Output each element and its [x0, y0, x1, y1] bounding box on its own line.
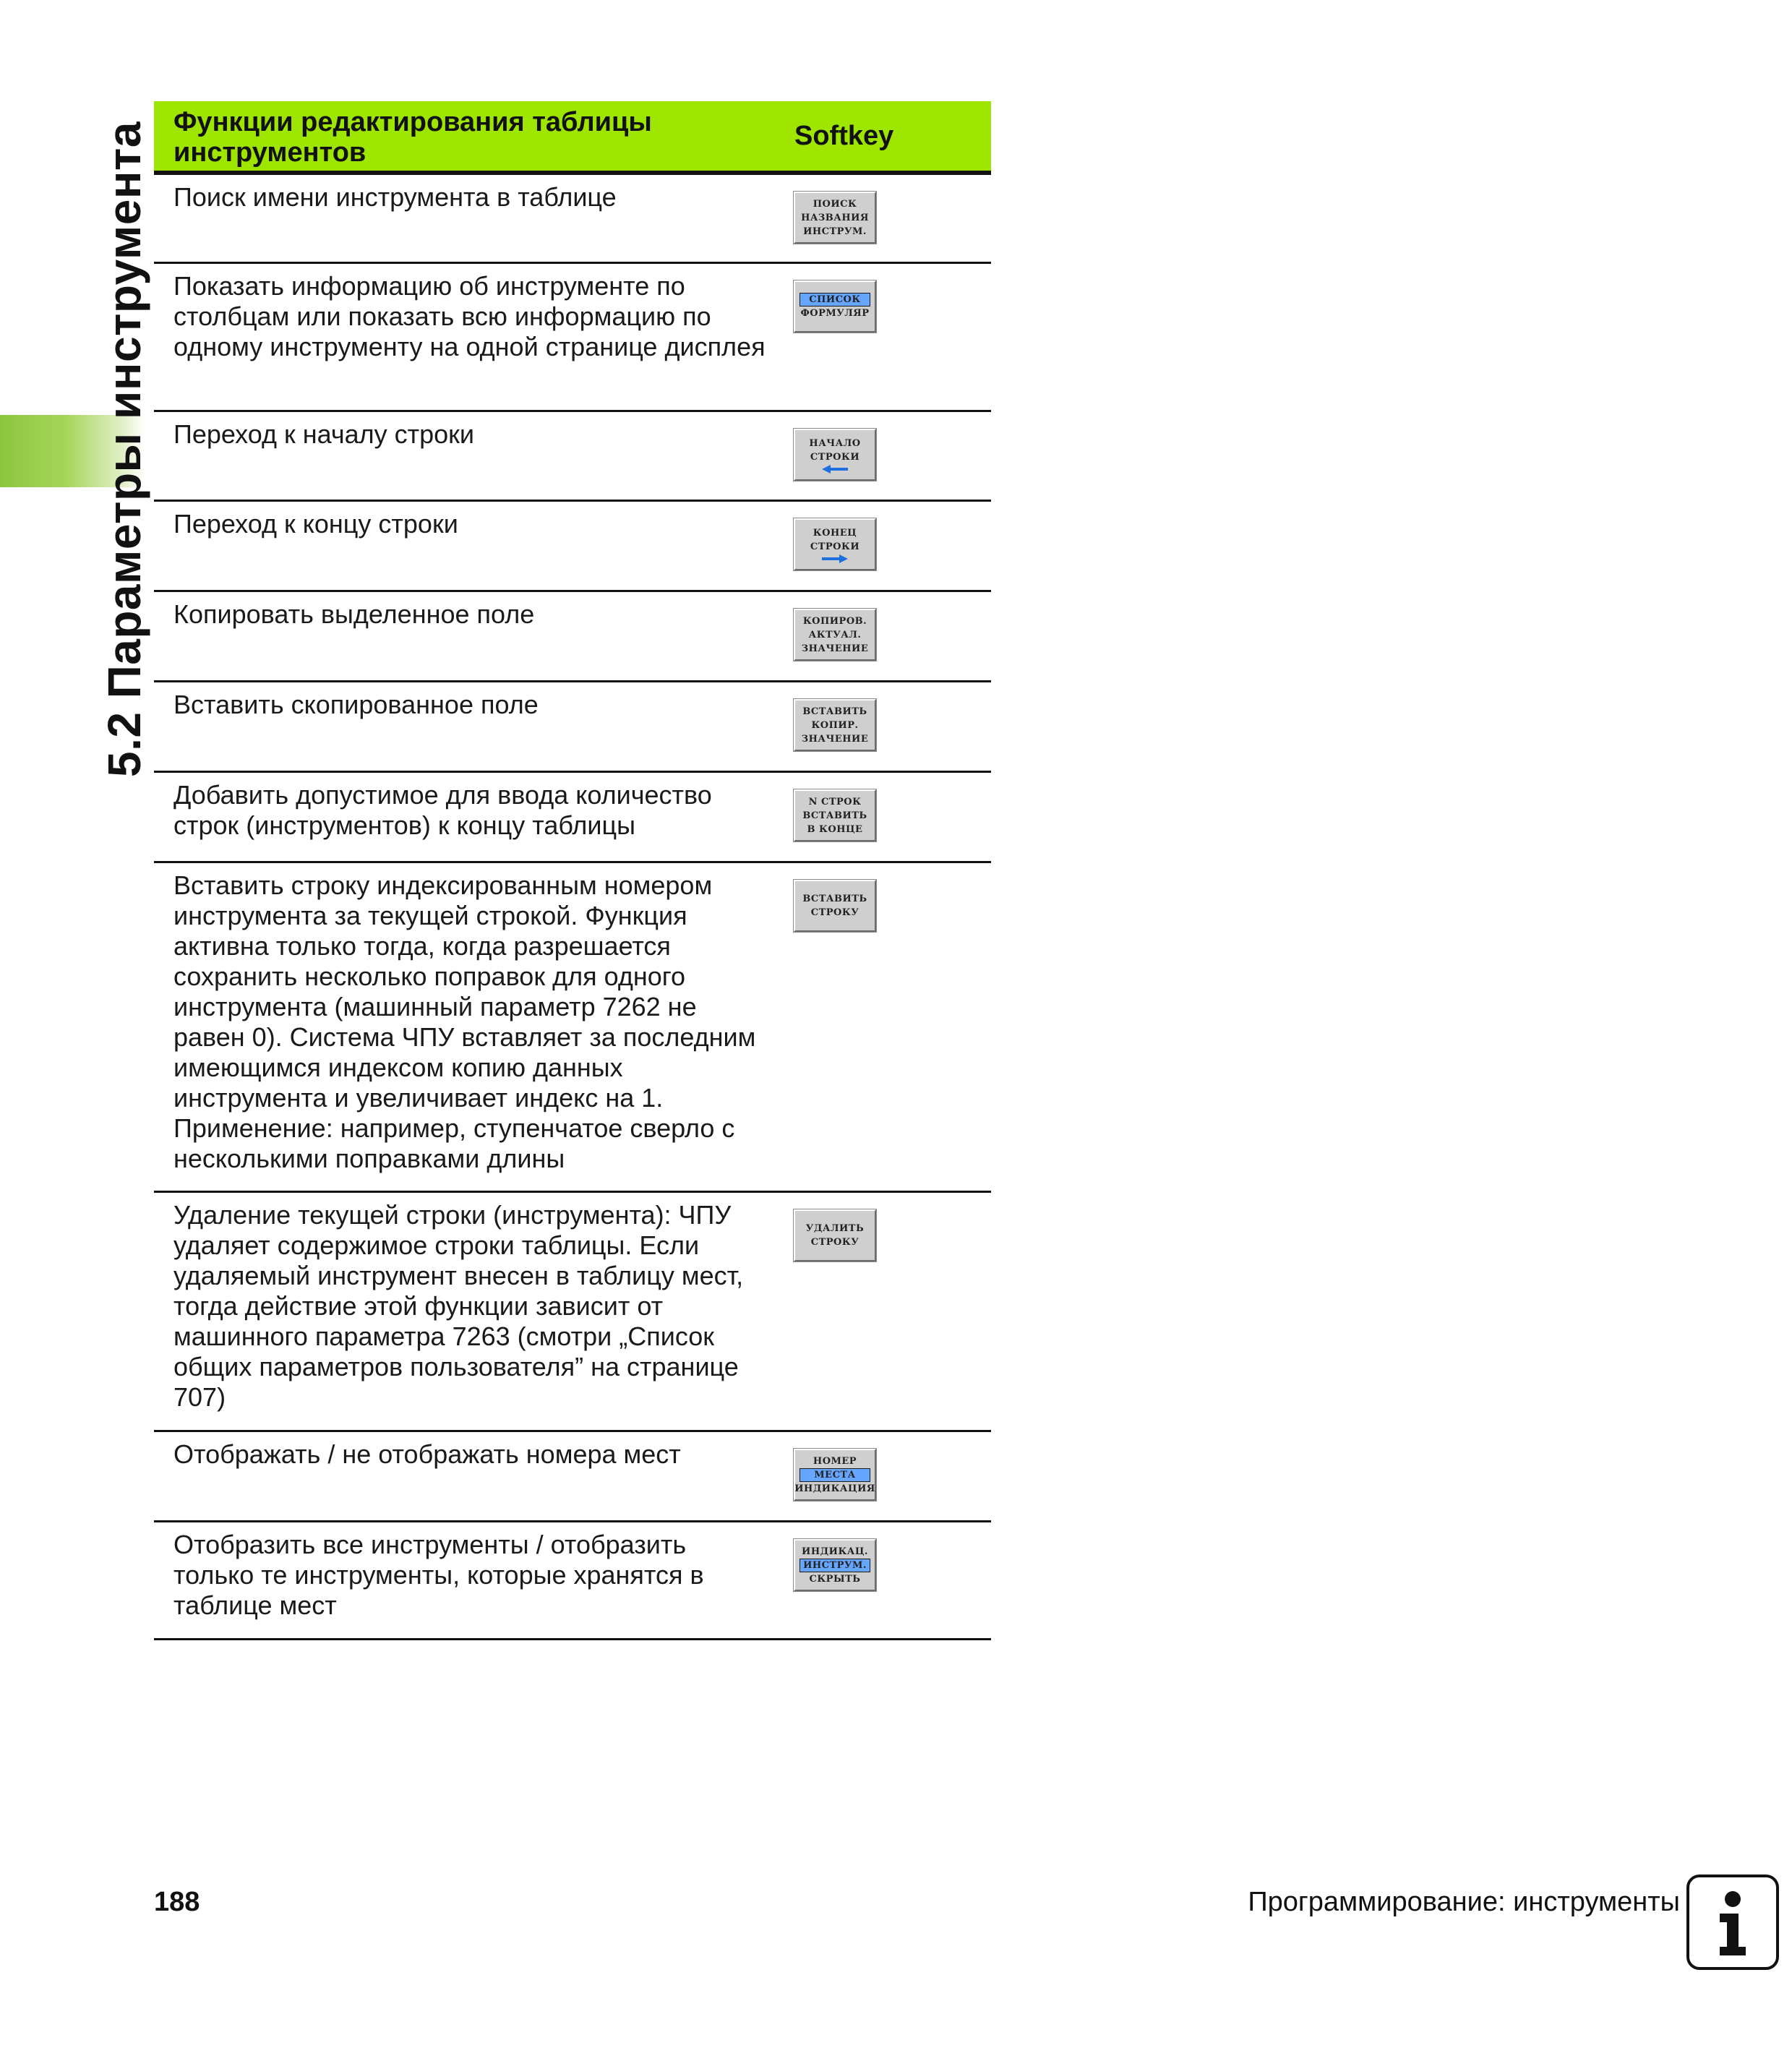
row-description: Копировать выделенное поле [173, 599, 535, 629]
edit-functions-table [154, 101, 991, 1640]
info-icon [1686, 1875, 1779, 1970]
row-description: Вставить скопированное поле [173, 690, 539, 719]
row-description: Отобразить все инструменты / отобразить только те инструменты, которые хранятся в таблице мест [173, 1530, 704, 1620]
softkey-pocket-number-toggle[interactable]: НОМЕР МЕСТА ИНДИКАЦИЯ [794, 1449, 876, 1501]
table-row [154, 863, 991, 1193]
softkey-find-tool-name[interactable]: ПОИСК НАЗВАНИЯ ИНСТРУМ. [794, 192, 876, 244]
footer-chapter-title: Программирование: инструменты [1248, 1887, 1680, 1917]
page-number: 188 [154, 1887, 200, 1917]
row-description: Переход к началу строки [173, 419, 475, 449]
arrow-left-icon [820, 465, 849, 474]
table-row [154, 1193, 991, 1432]
header-functions: Функции редактирования таблицы инструментов [173, 107, 652, 168]
info-glyph-icon [1689, 1877, 1776, 1967]
row-description: Переход к концу строки [173, 509, 458, 539]
table-row [154, 682, 991, 773]
softkey-line-end[interactable]: КОНЕЦ СТРОКИ [794, 518, 876, 570]
softkey-append-n-lines[interactable]: N СТРОК ВСТАВИТЬ В КОНЦЕ [794, 789, 876, 841]
row-description: Удаление текущей строки (инструмента): ЧПУ удаляет содержимое строки таблицы. Если удаляемый инструмент внесен в таблицу мест, тогда действие этой функции зависит от машинного параметра 7263 (смотри „Список общих параметров пользователя” на странице 707) [173, 1200, 744, 1412]
softkey-insert-line[interactable]: ВСТАВИТЬ СТРОКУ [794, 880, 876, 932]
table-row [154, 592, 991, 682]
arrow-right-icon [820, 554, 849, 563]
header-softkey: Softkey [794, 121, 894, 151]
table-row [154, 1522, 991, 1640]
softkey-list-form-toggle[interactable]: СПИСОК ФОРМУЛЯР [794, 280, 876, 333]
softkey-paste-field[interactable]: ВСТАВИТЬ КОПИР. ЗНАЧЕНИЕ [794, 699, 876, 751]
row-description: Вставить строку индексированным номером инструмента за текущей строкой. Функция активна только тогда, когда разрешается сохранить несколько поправок для одного инструмента (машинный параметр 7262 не равен 0). Система ЧПУ вставляет за последним имеющимся индексом копию данных инструмента и увеличивает индекс на 1. Применение: например, ступенчатое сверло с несколькими поправками длины [173, 870, 756, 1173]
row-description: Отображать / не отображать номера мест [173, 1439, 681, 1469]
table-row [154, 1432, 991, 1522]
table-row [154, 502, 991, 592]
table-row [154, 175, 991, 264]
softkey-copy-field[interactable]: КОПИРОВ. АКТУАЛ. ЗНАЧЕНИЕ [794, 609, 876, 661]
table-row [154, 773, 991, 863]
table-header [154, 101, 991, 175]
row-description: Поиск имени инструмента в таблице [173, 182, 617, 212]
softkey-tools-display-toggle[interactable]: ИНДИКАЦ. ИНСТРУМ. СКРЫТЬ [794, 1539, 876, 1591]
table-row [154, 264, 991, 412]
row-description: Добавить допустимое для ввода количество строк (инструментов) к концу таблицы [173, 780, 712, 840]
section-title-vertical: 5.2 Параметры инструмента [98, 121, 150, 777]
softkey-line-start[interactable]: НАЧАЛО СТРОКИ [794, 429, 876, 481]
table-row [154, 412, 991, 502]
row-description: Показать информацию об инструменте по столбцам или показать всю информацию по одному инструменту на одной странице дисплея [173, 271, 766, 361]
softkey-delete-line[interactable]: УДАЛИТЬ СТРОКУ [794, 1209, 876, 1261]
